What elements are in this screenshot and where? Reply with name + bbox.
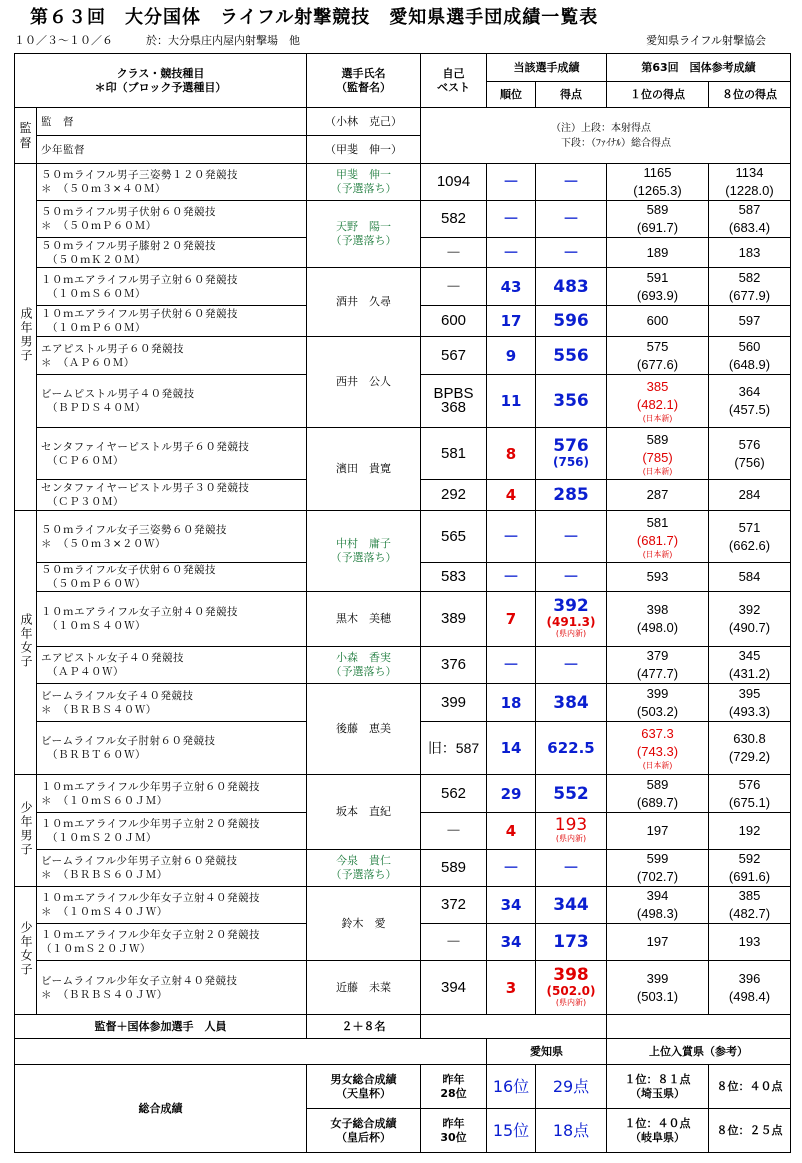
rank: － xyxy=(487,647,536,684)
event: センタファイヤーピストル男子６０発競技 （ＣＰ６０Ｍ） xyxy=(37,428,307,480)
header-rank: 順位 xyxy=(487,82,536,108)
female-points: 18点 xyxy=(536,1109,607,1153)
event: センタファイヤーピストル男子３０発競技 （ＣＰ３０Ｍ） xyxy=(37,480,307,511)
staff-name: （甲斐 伸一） xyxy=(307,136,421,164)
organization: 愛知県ライフル射撃協会 xyxy=(646,34,766,47)
best: 394 xyxy=(421,961,487,1015)
aichi-header: 愛知県 xyxy=(487,1039,607,1065)
rank: 11 xyxy=(487,375,536,428)
ref1: 581 (681.7) (日本新) xyxy=(607,511,709,563)
ref8: 592 (691.6) xyxy=(709,850,791,887)
event: エアピストル男子６０発競技 ＊ （ＡＰ６０Ｍ） xyxy=(37,337,307,375)
player-name: 後藤 恵美 xyxy=(307,684,421,775)
ref1: 197 xyxy=(607,813,709,850)
ref1: 589 (785) (日本新) xyxy=(607,428,709,480)
header-ref8: ８位の得点 xyxy=(709,82,791,108)
header-best: 自己 ベスト xyxy=(421,54,487,108)
ref1: 589 (691.7) xyxy=(607,201,709,238)
best: 旧：587 xyxy=(421,722,487,775)
male-prev: 昨年 28位 xyxy=(421,1065,487,1109)
ref8: 192 xyxy=(709,813,791,850)
best: 581 xyxy=(421,428,487,480)
rank: － xyxy=(487,563,536,592)
best: BPBS 368 xyxy=(421,375,487,428)
player-name: 西井 公人 xyxy=(307,337,421,428)
best: 372 xyxy=(421,887,487,924)
event: エアピストル女子４０発競技 （ＡＰ４０Ｗ） xyxy=(37,647,307,684)
rank: 4 xyxy=(487,480,536,511)
ref1: 287 xyxy=(607,480,709,511)
ref1: 399 (503.1) xyxy=(607,961,709,1015)
best: 600 xyxy=(421,306,487,337)
ref8: 392 (490.7) xyxy=(709,592,791,647)
best: － xyxy=(421,238,487,268)
score: － xyxy=(536,164,607,201)
female-8th: ８位：２５点 xyxy=(709,1109,791,1153)
results-table xyxy=(14,53,791,1153)
score: 193 (県内新) xyxy=(536,813,607,850)
ref1: 589 (689.7) xyxy=(607,775,709,813)
ref8: 597 xyxy=(709,306,791,337)
ref1: 637.3 (743.3) (日本新) xyxy=(607,722,709,775)
ref8: 385 (482.7) xyxy=(709,887,791,924)
event: １０ｍエアライフル男子立射６０発競技 （１０ｍＳ６０Ｍ） xyxy=(37,268,307,306)
best: － xyxy=(421,268,487,306)
header-ref1: １位の得点 xyxy=(607,82,709,108)
ref1: 593 xyxy=(607,563,709,592)
group-kantoku: 監督 xyxy=(15,108,37,164)
best: 399 xyxy=(421,684,487,722)
ref1: 394 (498.3) xyxy=(607,887,709,924)
male-overall: 男女総合成績 （天皇杯） xyxy=(307,1065,421,1109)
members-label: 監督＋国体参加選手 人員 xyxy=(15,1015,307,1039)
player-name: 小森 香実 （予選落ち） xyxy=(307,647,421,684)
group-men: 成年男子 xyxy=(15,164,37,511)
player-name: 中村 庸子 （予選落ち） xyxy=(307,511,421,592)
score: 398 (502.0) (県内新) xyxy=(536,961,607,1015)
top-header: 上位入賞県（参考） xyxy=(607,1039,791,1065)
event: ５０ｍライフル女子三姿勢６０発競技 ＊ （５０ｍ３×２０Ｗ） xyxy=(37,511,307,563)
ref1: 600 xyxy=(607,306,709,337)
ref8: 571 (662.6) xyxy=(709,511,791,563)
event: ビームライフル女子４０発競技 ＊ （ＢＲＢＳ４０Ｗ） xyxy=(37,684,307,722)
ref1: 591 (693.9) xyxy=(607,268,709,306)
score: 576 (756) xyxy=(536,428,607,480)
group-boys: 少年男子 xyxy=(15,775,37,887)
ref8: 576 (675.1) xyxy=(709,775,791,813)
ref1: 379 (477.7) xyxy=(607,647,709,684)
event: ５０ｍライフル女子伏射６０発競技 （５０ｍＰ６０Ｗ） xyxy=(37,563,307,592)
male-points: 29点 xyxy=(536,1065,607,1109)
event: ５０ｍライフル男子膝射２０発競技 （５０ｍＫ２０Ｍ） xyxy=(37,238,307,268)
female-overall: 女子総合成績 （皇后杯） xyxy=(307,1109,421,1153)
best: 1094 xyxy=(421,164,487,201)
ref1: 398 (498.0) xyxy=(607,592,709,647)
rank: 34 xyxy=(487,887,536,924)
best: 565 xyxy=(421,511,487,563)
player-name: 今泉 貴仁 （予選落ち） xyxy=(307,850,421,887)
note: （注）上段：本射得点 下段：（ﾌｧｲﾅﾙ）総合得点 xyxy=(421,108,791,164)
rank: － xyxy=(487,850,536,887)
rank: 3 xyxy=(487,961,536,1015)
score: － xyxy=(536,850,607,887)
rank: － xyxy=(487,511,536,563)
ref8: 587 (683.4) xyxy=(709,201,791,238)
staff-role: 少年監督 xyxy=(37,136,307,164)
header-score: 得点 xyxy=(536,82,607,108)
best: － xyxy=(421,924,487,961)
ref8: 395 (493.3) xyxy=(709,684,791,722)
event: １０ｍエアライフル少年男子立射６０発競技 ＊ （１０ｍＳ６０ＪＭ） xyxy=(37,775,307,813)
ref8: 193 xyxy=(709,924,791,961)
rank: 8 xyxy=(487,428,536,480)
score: 344 xyxy=(536,887,607,924)
score: 173 xyxy=(536,924,607,961)
event: ５０ｍライフル男子三姿勢１２０発競技 ＊ （５０ｍ３×４０Ｍ） xyxy=(37,164,307,201)
header-class: クラス・競技種目 ＊印（ブロック予選種目） xyxy=(15,54,307,108)
male-rank: 16位 xyxy=(487,1065,536,1109)
rank: 34 xyxy=(487,924,536,961)
female-prev: 昨年 30位 xyxy=(421,1109,487,1153)
rank: 7 xyxy=(487,592,536,647)
male-8th: ８位：４０点 xyxy=(709,1065,791,1109)
score: － xyxy=(536,647,607,684)
event: ビームライフル少年女子立射４０発競技 ＊ （ＢＲＢＳ４０ＪＷ） xyxy=(37,961,307,1015)
ref8: 1134 (1228.0) xyxy=(709,164,791,201)
player-name: 鈴木 愛 xyxy=(307,887,421,961)
player-name: 天野 陽一 （予選落ち） xyxy=(307,201,421,268)
rank: 18 xyxy=(487,684,536,722)
best: 582 xyxy=(421,201,487,238)
best: 562 xyxy=(421,775,487,813)
event: １０ｍエアライフル女子立射４０発競技 （１０ｍＳ４０Ｗ） xyxy=(37,592,307,647)
ref1: 599 (702.7) xyxy=(607,850,709,887)
score: 596 xyxy=(536,306,607,337)
best: 583 xyxy=(421,563,487,592)
rank: － xyxy=(487,238,536,268)
ref8: 364 (457.5) xyxy=(709,375,791,428)
best: － xyxy=(421,813,487,850)
score: － xyxy=(536,238,607,268)
ref8: 345 (431.2) xyxy=(709,647,791,684)
rank: － xyxy=(487,201,536,238)
score: － xyxy=(536,563,607,592)
ref8: 284 xyxy=(709,480,791,511)
ref1: 575 (677.6) xyxy=(607,337,709,375)
best: 567 xyxy=(421,337,487,375)
score: 392 (491.3) (県内新) xyxy=(536,592,607,647)
group-girls: 少年女子 xyxy=(15,887,37,1015)
player-name: 近藤 未菜 xyxy=(307,961,421,1015)
female-rank: 15位 xyxy=(487,1109,536,1153)
rank: 14 xyxy=(487,722,536,775)
best: 589 xyxy=(421,850,487,887)
score: 356 xyxy=(536,375,607,428)
event: １０ｍエアライフル少年女子立射４０発競技 ＊ （１０ｍＳ４０ＪＷ） xyxy=(37,887,307,924)
staff-name: （小林 克己） xyxy=(307,108,421,136)
rank: － xyxy=(487,164,536,201)
rank: 4 xyxy=(487,813,536,850)
date-venue: １０／３～１０／６ 於：大分県庄内屋内射撃場 他 xyxy=(14,34,300,47)
best: 292 xyxy=(421,480,487,511)
rank: 9 xyxy=(487,337,536,375)
event: １０ｍエアライフル少年女子立射２０発競技 （１０ｍＳ２０ＪＷ） xyxy=(37,924,307,961)
event: ビームピストル男子４０発競技 （ＢＰＤＳ４０Ｍ） xyxy=(37,375,307,428)
event: １０ｍエアライフル少年男子立射２０発競技 （１０ｍＳ２０ＪＭ） xyxy=(37,813,307,850)
score: 483 xyxy=(536,268,607,306)
ref8: 584 xyxy=(709,563,791,592)
ref8: 560 (648.9) xyxy=(709,337,791,375)
ref1: 1165 (1265.3) xyxy=(607,164,709,201)
group-women: 成年女子 xyxy=(15,511,37,775)
score: 556 xyxy=(536,337,607,375)
score: 552 xyxy=(536,775,607,813)
player-name: 坂本 直紀 xyxy=(307,775,421,850)
score: － xyxy=(536,201,607,238)
ref1: 197 xyxy=(607,924,709,961)
ref8: 396 (498.4) xyxy=(709,961,791,1015)
staff-role: 監 督 xyxy=(37,108,307,136)
best: 389 xyxy=(421,592,487,647)
overall-label: 総合成績 xyxy=(15,1065,307,1153)
best: 376 xyxy=(421,647,487,684)
page-title: 第６３回 大分国体 ライフル射撃競技 愛知県選手団成績一覧表 xyxy=(30,7,599,28)
player-name: 甲斐 伸一 （予選落ち） xyxy=(307,164,421,201)
male-top1: １位：８１点 （埼玉県） xyxy=(607,1065,709,1109)
ref8: 630.8 (729.2) xyxy=(709,722,791,775)
ref1: 399 (503.2) xyxy=(607,684,709,722)
player-name: 黒木 美穂 xyxy=(307,592,421,647)
score: 285 xyxy=(536,480,607,511)
event: ビームライフル女子肘射６０発競技 （ＢＲＢＴ６０Ｗ） xyxy=(37,722,307,775)
event: ５０ｍライフル男子伏射６０発競技 ＊ （５０ｍＰ６０Ｍ） xyxy=(37,201,307,238)
event: ビームライフル少年男子立射６０発競技 ＊ （ＢＲＢＳ６０ＪＭ） xyxy=(37,850,307,887)
ref1: 189 xyxy=(607,238,709,268)
player-name: 濱田 貴寛 xyxy=(307,428,421,511)
ref8: 576 (756) xyxy=(709,428,791,480)
score: 384 xyxy=(536,684,607,722)
header-player: 選手氏名 （監督名） xyxy=(307,54,421,108)
female-top1: １位：４０点 （岐阜県） xyxy=(607,1109,709,1153)
score: － xyxy=(536,511,607,563)
rank: 43 xyxy=(487,268,536,306)
header-result: 当該選手成績 xyxy=(487,54,607,82)
rank: 29 xyxy=(487,775,536,813)
score: 622.5 xyxy=(536,722,607,775)
rank: 17 xyxy=(487,306,536,337)
ref1: 385 (482.1) (日本新) xyxy=(607,375,709,428)
ref8: 183 xyxy=(709,238,791,268)
ref8: 582 (677.9) xyxy=(709,268,791,306)
members-count: ２＋８名 xyxy=(307,1015,421,1039)
header-ref: 第63回 国体参考成績 xyxy=(607,54,791,82)
event: １０ｍエアライフル男子伏射６０発競技 （１０ｍＰ６０Ｍ） xyxy=(37,306,307,337)
player-name: 酒井 久尋 xyxy=(307,268,421,337)
